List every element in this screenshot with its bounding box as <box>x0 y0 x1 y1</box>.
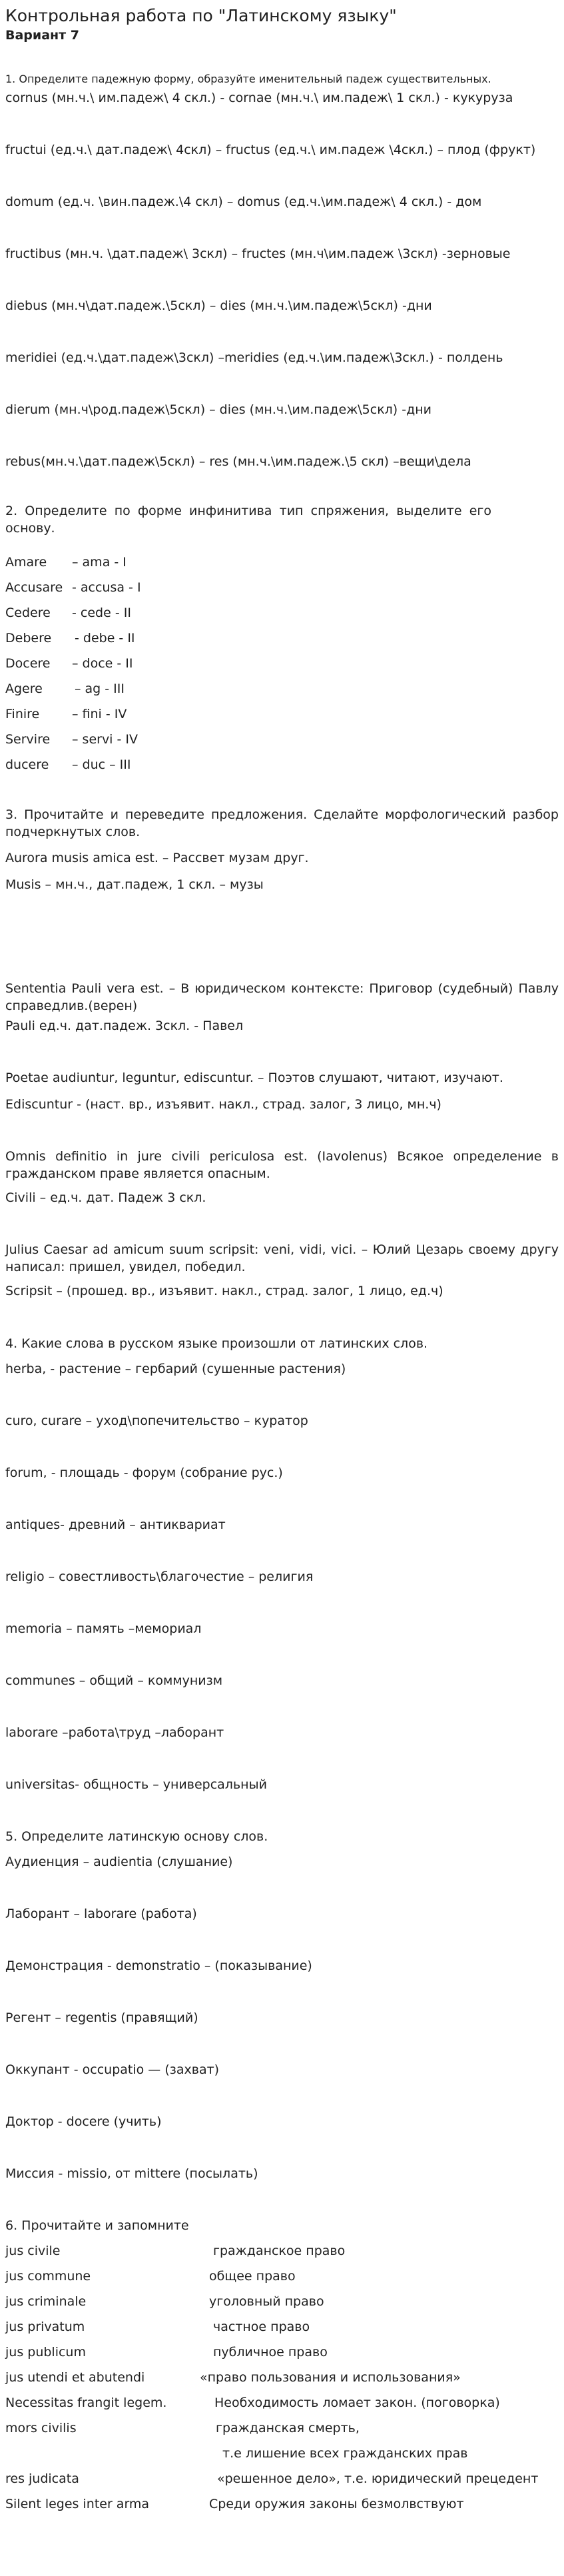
task5-item: Лаборант – laborare (работа) <box>5 1907 197 1921</box>
verb-infinitive: Cedere <box>5 606 51 620</box>
task4-item: universitas- общность – универсальный <box>5 1777 267 1792</box>
task3-analysis: Ediscuntur - (наст. вр., изъявит. накл., страд. залог, 3 лицо, мн.ч) <box>5 1097 441 1112</box>
task2-row <box>5 680 559 697</box>
task1-item: domum (ед.ч. \вин.падеж.\4 скл) – domus (ед.ч.\им.падеж\ 4 скл.) - дом <box>5 195 482 209</box>
verb-stem: – duc – III <box>72 757 131 772</box>
task4-heading: 4. Какие слова в русском языке произошли от латинских слов. <box>5 1336 428 1351</box>
task2-row <box>5 579 559 596</box>
latin-phrase: jus utendi et abutendi <box>5 2370 145 2385</box>
task5-heading: 5. Определите латинскую основу слов. <box>5 1829 268 1844</box>
task2-row <box>5 630 559 647</box>
task4-item: laborare –работа\труд –лаборант <box>5 1725 224 1740</box>
task5-item: Миссия - missio, от mittere (посылать) <box>5 2166 258 2181</box>
latin-phrase: jus commune <box>5 2269 91 2284</box>
task2-row <box>5 756 559 773</box>
russian-translation: «решенное дело», т.е. юридический прецедент <box>217 2471 539 2486</box>
task1-item: cornus (мн.ч.\ им.падеж\ 4 скл.) - cornae (мн.ч.\ им.падеж\ 1 скл.) - кукуруза <box>5 91 513 105</box>
task5-item: Регент – regentis (правящий) <box>5 2010 198 2025</box>
verb-stem: - cede - II <box>72 606 131 620</box>
task4-item: religio – совестливость\благочестие – религия <box>5 1569 314 1584</box>
latin-phrase: jus civile <box>5 2244 61 2258</box>
verb-infinitive: Finire <box>5 707 40 721</box>
task1-heading: 1. Определите падежную форму, образуйте именительный падеж существительных. <box>5 73 491 85</box>
task2-row <box>5 554 559 571</box>
verb-stem: - accusa - I <box>72 580 141 595</box>
task4-item: antiques- древний – антиквариат <box>5 1517 226 1532</box>
task3-sentence: Aurora musis amica est. – Рассвет музам друг. <box>5 851 309 865</box>
latin-phrase: Silent leges inter arma <box>5 2497 150 2511</box>
verb-infinitive: Accusare <box>5 580 63 595</box>
task4-item: curo, curare – уход\попечительство – куратор <box>5 1414 308 1428</box>
task3-analysis: Civili – ед.ч. дат. Падеж 3 скл. <box>5 1190 206 1205</box>
task2-row <box>5 604 559 622</box>
russian-translation: Необходимость ломает закон. (поговорка) <box>214 2395 500 2410</box>
task3-sentence: Poetae audiuntur, leguntur, ediscuntur. – Поэтов слушают, читают, изучают. <box>5 1071 503 1085</box>
task2-row <box>5 705 559 723</box>
task3-sentence: Julius Caesar ad amicum suum scripsit: veni, vidi, vici. – Юлий Цезарь своему другу написал: пришел, увидел, победил. <box>5 1242 559 1274</box>
russian-translation: частное право <box>213 2320 310 2334</box>
task1-item: rebus(мн.ч.\дат.падеж\5скл) – res (мн.ч.\им.падеж.\5 скл) –вещи\дела <box>5 454 471 469</box>
russian-translation: гражданская смерть, <box>216 2421 360 2435</box>
task1-item: fructibus (мн.ч. \дат.падеж\ 3скл) – fructes (мн.ч\им.падеж \3скл) -зерновые <box>5 246 511 261</box>
latin-phrase: jus publicum <box>5 2345 86 2360</box>
task5-item: Демонстрация - demonstratio – (показывание) <box>5 1958 312 1973</box>
verb-stem: - debe - II <box>75 631 135 645</box>
task3-analysis: Musis – мн.ч., дат.падеж, 1 скл. – музы <box>5 877 264 892</box>
task3-sentence: Omnis definitio in jure civili periculosa est. (Iavolenus) Всякое определение в гражданском праве является опасным. <box>5 1149 559 1181</box>
latin-phrase: Necessitas frangit legem. <box>5 2395 167 2410</box>
task5-item: Аудиенция – audientia (слушание) <box>5 1855 233 1869</box>
russian-translation: общее право <box>209 2269 296 2284</box>
verb-infinitive: Debere <box>5 631 52 645</box>
document-title: Контрольная работа по "Латинскому языку" <box>5 6 397 25</box>
verb-stem: – fini - IV <box>72 707 127 721</box>
russian-translation: публичное право <box>213 2345 328 2360</box>
task1-item: meridiei (ед.ч.\дат.падеж\3скл) –meridies (ед.ч.\им.падеж\3скл.) - полдень <box>5 350 503 365</box>
russian-translation: уголовный право <box>209 2294 324 2309</box>
task3-heading: 3. Прочитайте и переведите предложения. Сделайте морфологический разбор подчеркнутых слов. <box>5 807 559 839</box>
latin-phrase: jus privatum <box>5 2320 85 2334</box>
task3-analysis: Pauli ед.ч. дат.падеж. 3скл. - Павел <box>5 1019 244 1033</box>
verb-stem: – servi - IV <box>72 732 138 747</box>
verb-infinitive: Agere <box>5 681 43 696</box>
verb-infinitive: ducere <box>5 757 49 772</box>
latin-phrase: res judicata <box>5 2471 79 2486</box>
verb-infinitive: Servire <box>5 732 51 747</box>
variant-label: Вариант 7 <box>5 28 80 43</box>
task4-item: herba, - растение – гербарий (сушенные растения) <box>5 1362 346 1376</box>
task4-item: forum, - площадь - форум (собрание рус.) <box>5 1466 283 1480</box>
task2-heading: 2. Определите по форме инфинитива тип спряжения, выделите его основу. <box>5 504 491 536</box>
russian-translation: Среди оружия законы безмолвствуют <box>209 2497 464 2511</box>
task1-item: dierum (мн.ч\род.падеж\5скл) – dies (мн.ч.\им.падеж\5скл) -дни <box>5 402 432 417</box>
task2-row <box>5 731 559 748</box>
verb-stem: – ama - I <box>72 555 127 570</box>
task1-item: diebus (мн.ч\дат.падеж.\5скл) – dies (мн.ч.\им.падеж\5скл) -дни <box>5 298 432 313</box>
verb-stem: – doce - II <box>72 656 133 671</box>
task5-item: Оккупант - occupatio — (захват) <box>5 2062 220 2077</box>
task2-row <box>5 655 559 672</box>
task6-heading: 6. Прочитайте и запомните <box>5 2218 189 2233</box>
verb-infinitive: Docere <box>5 656 51 671</box>
russian-translation: т.е лишение всех гражданских прав <box>222 2446 468 2461</box>
task4-item: communes – общий – коммунизм <box>5 1673 223 1688</box>
latin-phrase: jus criminale <box>5 2294 87 2309</box>
task3-analysis: Scripsit – (прошед. вр., изъявит. накл., страд. залог, 1 лицо, ед.ч) <box>5 1284 443 1298</box>
task3-sentence: Sententia Pauli vera est. – В юридическом контексте: Приговор (судебный) Павлу справедлив.(верен) <box>5 981 559 1013</box>
task5-item: Доктор - docere (учить) <box>5 2114 162 2129</box>
task4-item: memoria – память –мемориал <box>5 1621 202 1636</box>
verb-infinitive: Amare <box>5 555 47 570</box>
russian-translation: «право пользования и использования» <box>200 2370 461 2385</box>
latin-phrase: mors civilis <box>5 2421 77 2435</box>
task1-item: fructui (ед.ч.\ дат.падеж\ 4скл) – fructus (ед.ч.\ им.падеж \4скл.) – плод (фрукт) <box>5 143 536 157</box>
verb-stem: – ag - III <box>75 681 125 696</box>
russian-translation: гражданское право <box>213 2244 346 2258</box>
